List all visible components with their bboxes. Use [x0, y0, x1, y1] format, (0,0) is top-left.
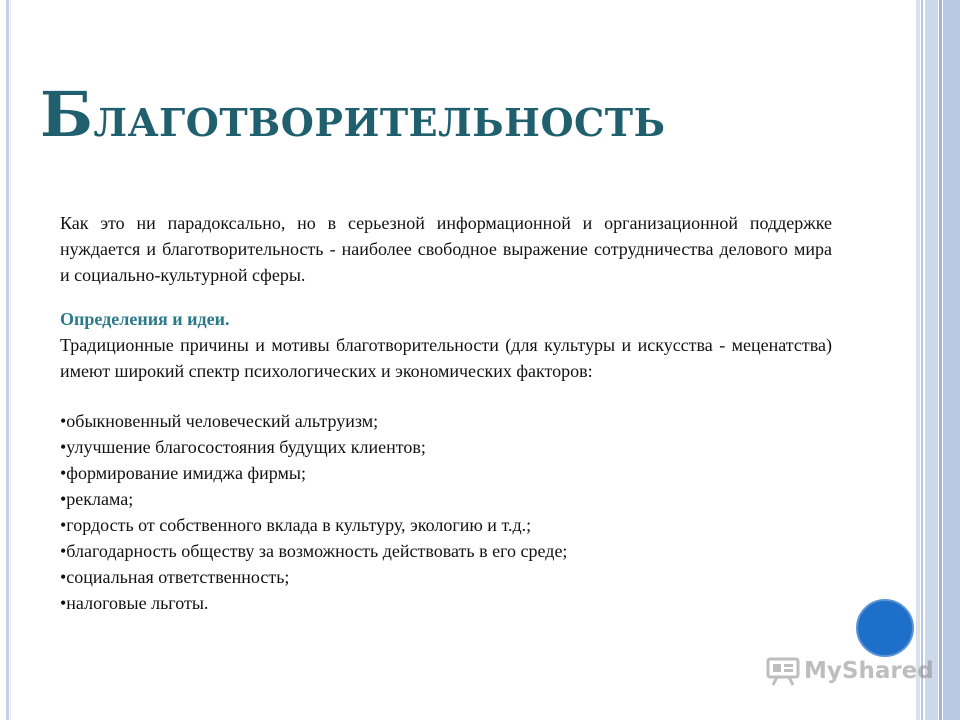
left-frame-line [6, 0, 9, 720]
list-item: •социальная ответственность; [60, 567, 290, 587]
left-frame-inner-line [10, 0, 11, 720]
stripe [916, 0, 920, 720]
stripe [921, 0, 923, 720]
watermark-text: MyShared [804, 658, 934, 684]
stripe [943, 0, 960, 720]
presentation-board-icon [766, 656, 800, 686]
list-item: •формирование имиджа фирмы; [60, 463, 306, 483]
list-item: •благодарность обществу за возможность действовать в его среде; [60, 541, 568, 561]
slide-body [60, 210, 832, 616]
list-item: •налоговые льготы. [60, 593, 209, 613]
section-heading: Определения и идеи. [60, 309, 230, 329]
section-paragraph: Традиционные причины и мотивы благотворительности (для культуры и искусства - меценатства) имеют широкий спектр психологических и экономических факторов: [60, 335, 832, 381]
stripe [925, 0, 938, 720]
slide-title [40, 78, 665, 151]
factors-list [60, 408, 832, 616]
list-item: •улучшение благосостояния будущих клиентов; [60, 437, 426, 457]
title-rest: лаготворительность [93, 85, 666, 149]
right-decorative-stripes [916, 0, 960, 720]
list-item: •реклама; [60, 489, 134, 509]
title-first-letter: Б [40, 78, 94, 151]
decorative-blue-circle [856, 599, 914, 657]
list-item: •гордость от собственного вклада в культуру, экологию и т.д.; [60, 515, 532, 535]
myshared-watermark [766, 656, 934, 686]
stripe [939, 0, 942, 720]
list-item: •обыкновенный человеческий альтруизм; [60, 411, 379, 431]
intro-paragraph: Как это ни парадоксально, но в серьезной информационной и организационной поддержке нуждается и благотворительность - наиболее свободное выражение сотрудничества делового мира и социально-культурной сферы. [60, 213, 832, 285]
